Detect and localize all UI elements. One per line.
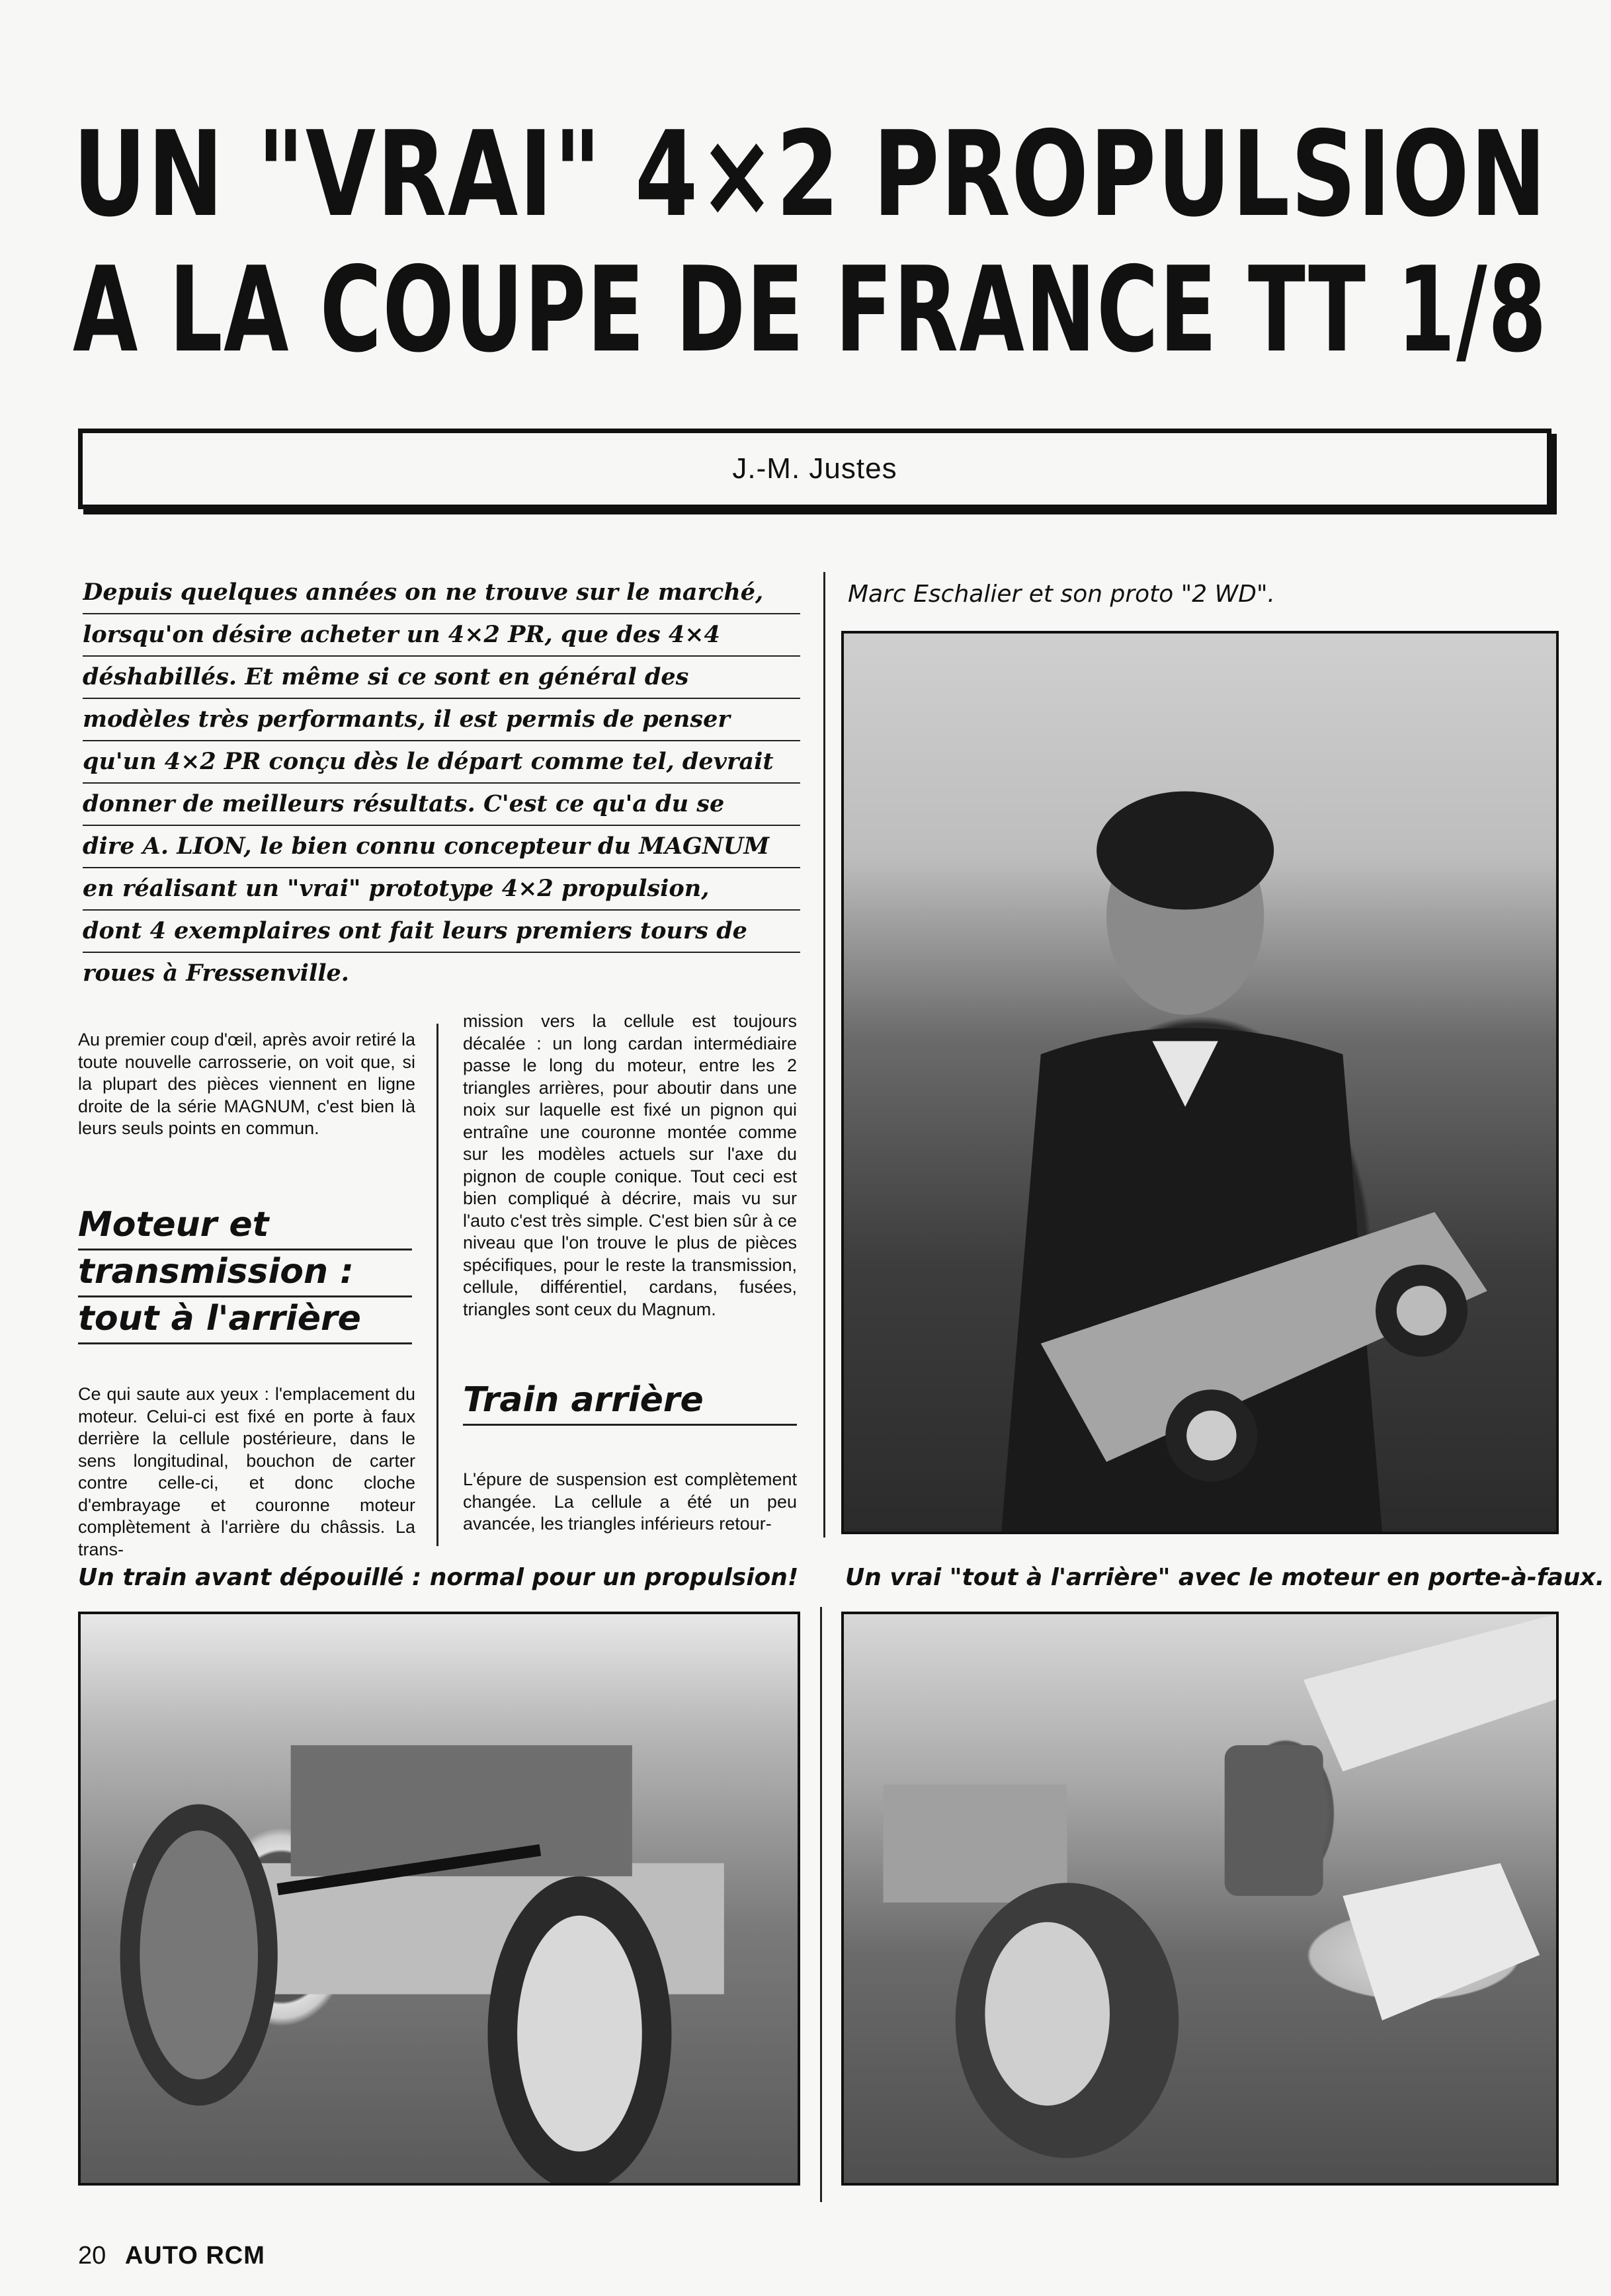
section-heading-line: tout à l'arrière	[78, 1297, 412, 1344]
intro-line: déshabillés. Et même si ce sont en général des	[83, 657, 800, 699]
column-divider	[436, 1024, 438, 1546]
body-column-1	[78, 1029, 415, 1140]
intro-line: modèles très performants, il est permis de penser	[83, 699, 800, 741]
body-paragraph: L'épure de suspension est complètement changée. La cellule a été un peu avancée, les triangles inférieurs retour-	[463, 1469, 797, 1534]
intro-line: qu'un 4×2 PR conçu dès le départ comme tel, devrait	[83, 741, 800, 784]
intro-line: donner de meilleurs résultats. C'est ce qu'a du se	[83, 784, 800, 826]
magazine-name: AUTO RCM	[124, 2242, 265, 2270]
caption-bottom-right: Un vrai "tout à l'arrière" avec le moteur en porte-à-faux.	[845, 1564, 1605, 1591]
byline-box	[78, 429, 1551, 509]
body-paragraph: mission vers la cellule est toujours décalée : un long cardan intermédiaire passe le long du moteur, entre les 2 triangles arrières, pour aboutir dans une noix sur laquelle est fixé un pignon qui entraîne une couronne montée comme sur les modèles actuels sur l'axe du pignon de couple conique. Tout ceci est bien compliqué à décrire, mais vu sur l'auto c'est très simple. C'est bien sûr à ce niveau que l'on trouve le plus de pièces spécifiques, pour le reste la transmission, cellule, différentiel, cardans, fusées, triangles sont ceux du Magnum.	[463, 1011, 797, 1319]
byline-author: J.-M. Justes	[732, 452, 897, 485]
photo-man-with-rc-car-icon	[841, 631, 1559, 1534]
body-column-2-continued	[463, 1469, 797, 1536]
caption-bottom-left: Un train avant dépouillé : normal pour un propulsion!	[78, 1564, 799, 1591]
page-number: 20	[78, 2242, 106, 2270]
body-column-1-continued	[78, 1383, 415, 1561]
body-paragraph: Ce qui saute aux yeux : l'emplacement du moteur. Celui-ci est fixé en porte à faux derrière la cellule postérieure, dans le sens longitudinal, bouchon de carter contre celle-ci, et donc cloche d'embrayage et couronne moteur complètement à l'arrière du châssis. La trans-	[78, 1384, 415, 1559]
intro-line: dont 4 exemplaires ont fait leurs premiers tours de	[83, 911, 800, 953]
page-footer	[78, 2242, 265, 2270]
section-heading-line: Train arrière	[463, 1379, 797, 1426]
section-heading-line: Moteur et	[78, 1204, 412, 1250]
caption-top-right: Marc Eschalier et son proto "2 WD".	[848, 581, 1275, 608]
column-divider	[820, 1607, 822, 2202]
section-heading-moteur	[78, 1204, 412, 1344]
section-heading-line: transmission :	[78, 1250, 412, 1297]
headline-line-2: A LA COUPE DE FRANCE TT 1/8	[73, 241, 1548, 378]
photo-rear-engine-icon	[841, 1612, 1559, 2186]
body-column-2	[463, 1010, 797, 1321]
photo-front-suspension-icon	[78, 1612, 800, 2186]
intro-paragraph	[83, 572, 800, 994]
headline-line-1: UN "VRAI" 4×2 PROPULSION	[73, 106, 1548, 243]
photo-illustration	[844, 634, 1556, 1532]
intro-line: en réalisant un "vrai" prototype 4×2 propulsion,	[83, 868, 800, 911]
intro-line: roues à Fressenville.	[83, 960, 349, 987]
intro-line: dire A. LION, le bien connu concepteur du MAGNUM	[83, 826, 800, 868]
column-divider	[823, 572, 825, 1538]
body-paragraph: Au premier coup d'œil, après avoir retiré la toute nouvelle carrosserie, on voit que, si la plupart des pièces viennent en ligne droite de la série MAGNUM, c'est bien là leurs seuls points en commun.	[78, 1030, 415, 1138]
intro-line: lorsqu'on désire acheter un 4×2 PR, que des 4×4	[83, 614, 800, 657]
photo-illustration	[844, 1614, 1556, 2183]
intro-line: Depuis quelques années on ne trouve sur le marché,	[83, 572, 800, 614]
photo-illustration	[81, 1614, 798, 2183]
section-heading-train-arriere	[463, 1379, 797, 1426]
